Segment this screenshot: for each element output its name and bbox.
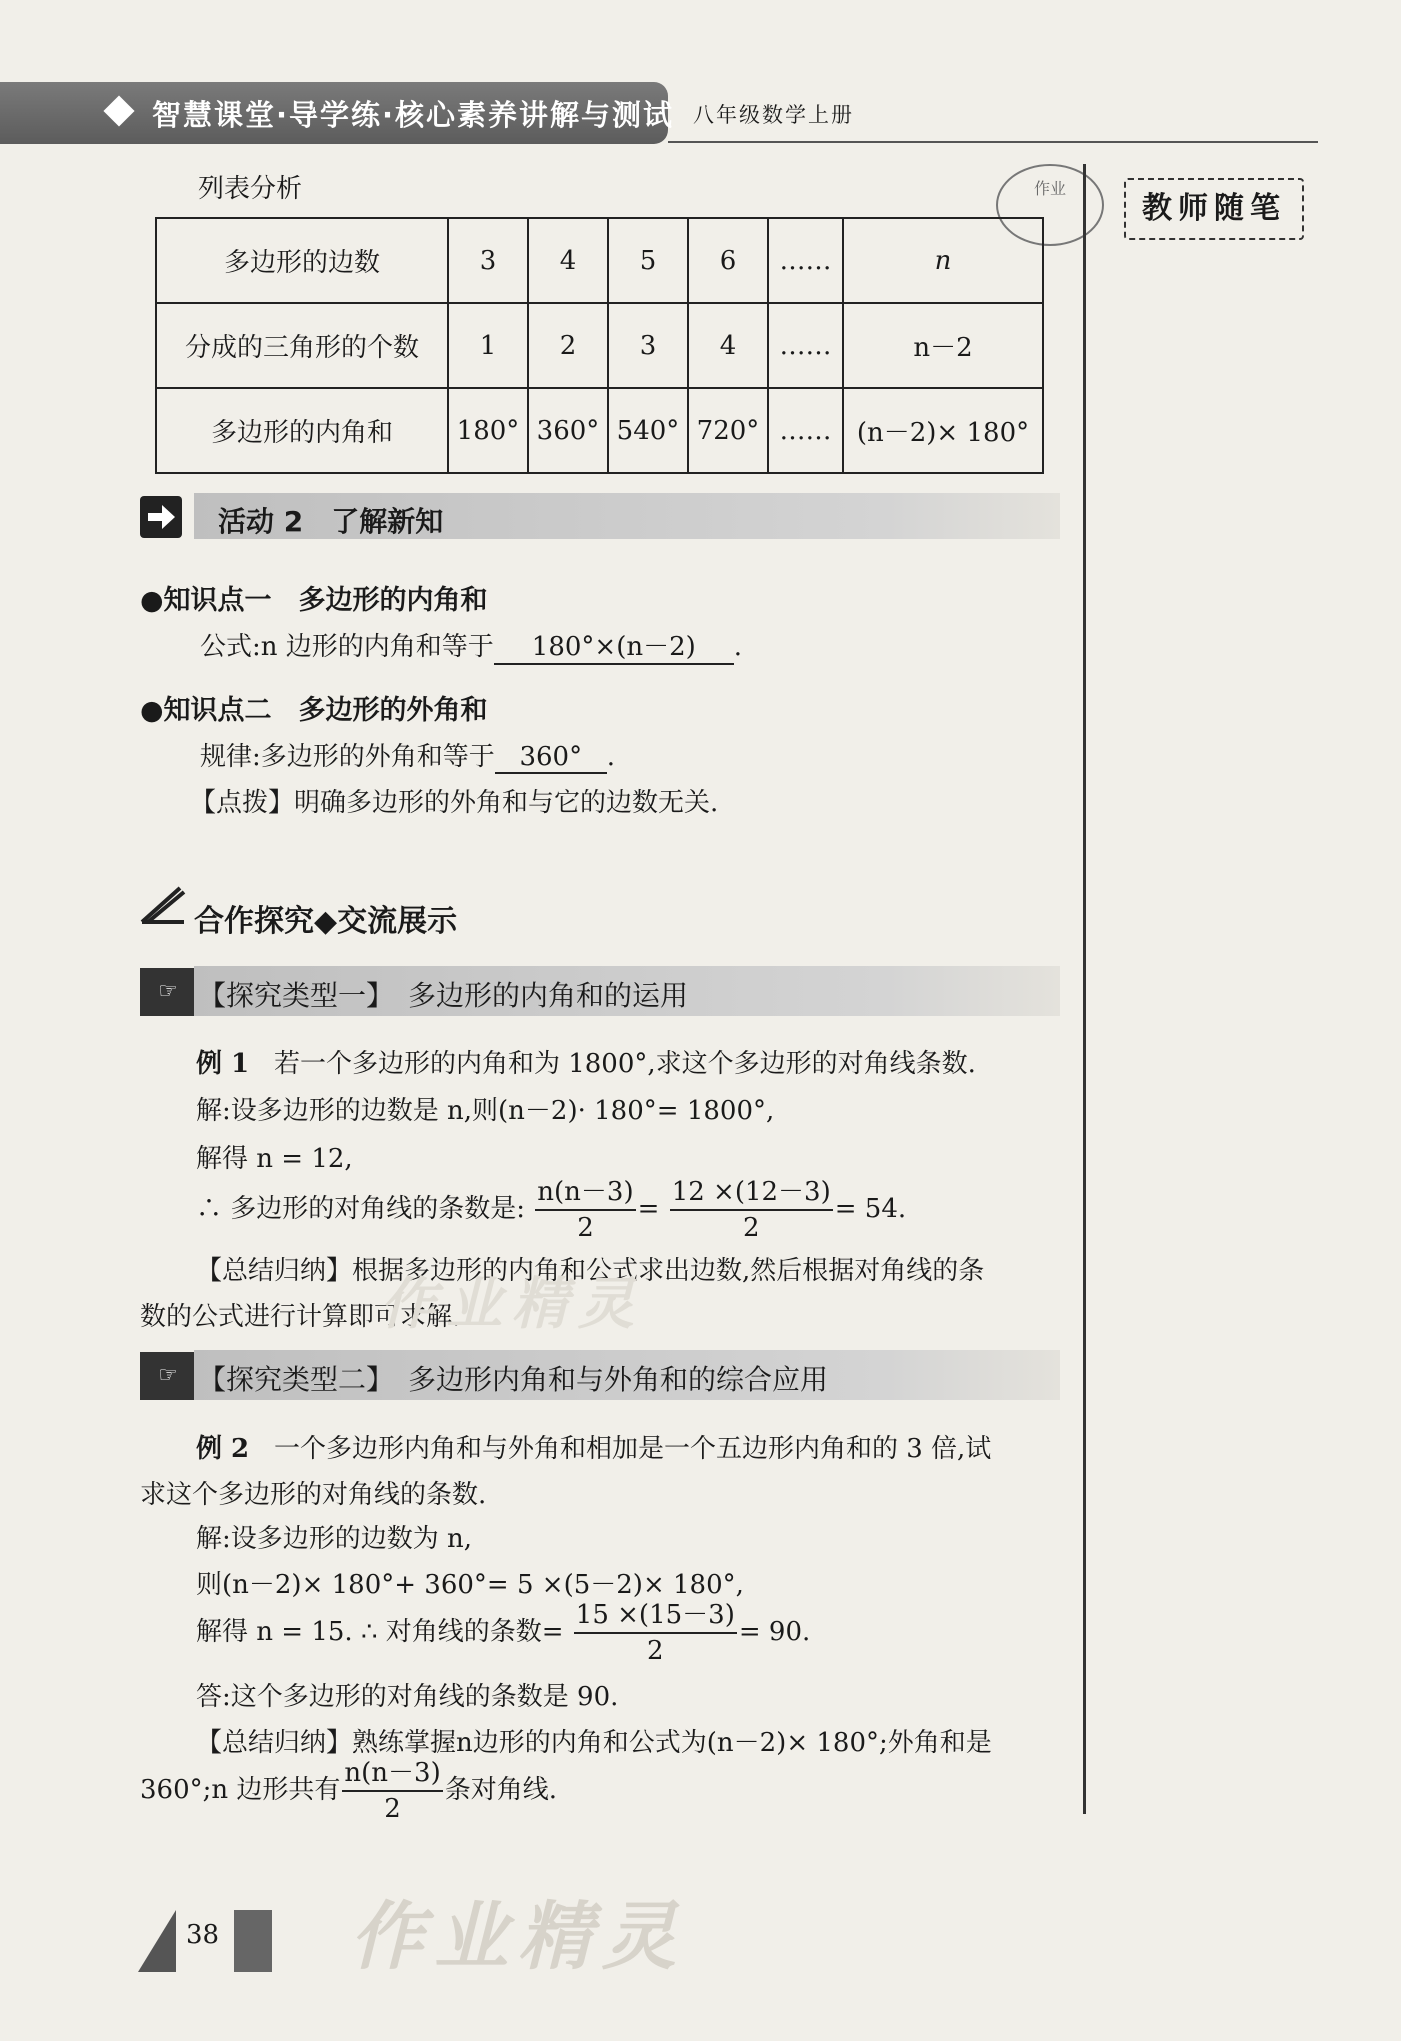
table-cell: 3 bbox=[448, 218, 528, 303]
table-cell: 4 bbox=[688, 303, 768, 388]
polygon-table bbox=[155, 217, 1044, 474]
watermark: 作业精灵 bbox=[380, 1271, 644, 1337]
watermark: 作业精灵 bbox=[350, 1894, 686, 1980]
example-1: 例 1 若一个多边形的内角和为 1800°,求这个多边形的对角线条数. bbox=[196, 1049, 976, 1079]
pencil-icon bbox=[140, 882, 186, 930]
footer-block bbox=[234, 1910, 272, 1972]
analysis-label: 列表分析 bbox=[198, 174, 303, 204]
knowledge-point-2-text: 规律:多边形的外角和等于 360° . bbox=[200, 742, 616, 772]
solution-line: 解:设多边形的边数为 n, bbox=[196, 1524, 473, 1554]
header-rule bbox=[668, 141, 1318, 143]
table-cell: 4 bbox=[528, 218, 608, 303]
section-title: 合作探究◆交流展示 bbox=[194, 904, 458, 939]
knowledge-point-2-title: ●知识点二 多边形的外角和 bbox=[140, 695, 488, 726]
table-cell: …… bbox=[768, 303, 843, 388]
table-cell: 3 bbox=[608, 303, 688, 388]
table-cell: 180° bbox=[448, 388, 528, 473]
answer-line: 答:这个多边形的对角线的条数是 90. bbox=[196, 1682, 619, 1712]
solution-line: ∴ 多边形的对角线的条数是: $\frac{n(n-3)}{2}$ = $\frac{12 \times(12-3)}{2}$ = 54. bbox=[196, 1177, 907, 1243]
type-2-title: 【探究类型二】 多边形内角和与外角和的综合应用 bbox=[198, 1363, 829, 1396]
answer-blank: 360° bbox=[495, 742, 607, 774]
table-cell: (n－2)× 180° bbox=[843, 388, 1043, 473]
summary-text: 数的公式进行计算即可求解. bbox=[140, 1302, 461, 1332]
table-row bbox=[156, 303, 1043, 388]
series-title: 智慧课堂·导学练·核心素养讲解与测试 bbox=[152, 98, 675, 132]
fraction: $\frac{n(n-3)}{2}$ bbox=[537, 1177, 634, 1243]
table-cell: 540° bbox=[608, 388, 688, 473]
activity-title: 活动 2 了解新知 bbox=[218, 505, 444, 538]
table-cell: 2 bbox=[528, 303, 608, 388]
table-cell: 1 bbox=[448, 303, 528, 388]
knowledge-point-1-title: ●知识点一 多边形的内角和 bbox=[140, 585, 488, 616]
example-2: 例 2 一个多边形内角和与外角和相加是一个五边形内角和的 3 倍,试 bbox=[196, 1434, 992, 1464]
stamp-logo: 作业 bbox=[996, 164, 1104, 246]
table-cell: 多边形的边数 bbox=[156, 218, 448, 303]
footer-triangle bbox=[138, 1910, 176, 1972]
teacher-notes-label: 教师随笔 bbox=[1124, 178, 1304, 240]
page-number: 38 bbox=[186, 1920, 220, 1950]
solution-line: 解:设多边形的边数是 n,则(n－2)· 180°= 1800°, bbox=[196, 1096, 775, 1126]
arrow-right-icon bbox=[140, 496, 182, 538]
table-cell: 6 bbox=[688, 218, 768, 303]
summary-text: 【总结归纳】根据多边形的内角和公式求出边数,然后根据对角线的条 bbox=[196, 1256, 985, 1286]
fraction: $\frac{15 \times(15-3)}{2}$ bbox=[575, 1600, 735, 1666]
margin-rule bbox=[1083, 164, 1086, 1814]
example-2-cont: 求这个多边形的对角线的条数. bbox=[140, 1480, 487, 1510]
solution-line: 解得 n = 15. ∴ 对角线的条数= $\frac{15 \times(15-3)}{2}$ = 90. bbox=[196, 1600, 811, 1666]
table-cell: 720° bbox=[688, 388, 768, 473]
table-cell: 5 bbox=[608, 218, 688, 303]
table-row bbox=[156, 388, 1043, 473]
summary-text: 【总结归纳】熟练掌握n边形的内角和公式为(n－2)× 180°;外角和是 bbox=[196, 1728, 992, 1758]
solution-line: 则(n－2)× 180°+ 360°= 5 ×(5－2)× 180°, bbox=[196, 1570, 744, 1600]
book-label: 八年级数学上册 bbox=[693, 103, 854, 127]
table-cell: 分成的三角形的个数 bbox=[156, 303, 448, 388]
table-cell: 360° bbox=[528, 388, 608, 473]
type-1-title: 【探究类型一】 多边形的内角和的运用 bbox=[198, 979, 689, 1012]
tip-text: 【点拨】明确多边形的外角和与它的边数无关. bbox=[190, 788, 719, 818]
knowledge-point-1-text: 公式:n 边形的内角和等于 180°×(n－2) . bbox=[200, 626, 742, 665]
table-cell: 多边形的内角和 bbox=[156, 388, 448, 473]
solution-line: 解得 n = 12, bbox=[196, 1144, 353, 1174]
table-cell: n bbox=[843, 218, 1043, 303]
fraction: $\frac{n(n-3)}{2}$ bbox=[344, 1758, 441, 1824]
fraction: $\frac{12 \times(12-3)}{2}$ bbox=[671, 1177, 831, 1243]
table-cell: n－2 bbox=[843, 303, 1043, 388]
table-cell: …… bbox=[768, 218, 843, 303]
table-row bbox=[156, 218, 1043, 303]
summary-text: 360°;n 边形共有 $\frac{n(n-3)}{2}$ 条对角线. bbox=[140, 1758, 557, 1824]
hand-pointer-icon: ☞ bbox=[140, 968, 196, 1016]
table-cell: …… bbox=[768, 388, 843, 473]
hand-pointer-icon: ☞ bbox=[140, 1352, 196, 1400]
answer-blank: 180°×(n－2) bbox=[494, 626, 734, 665]
